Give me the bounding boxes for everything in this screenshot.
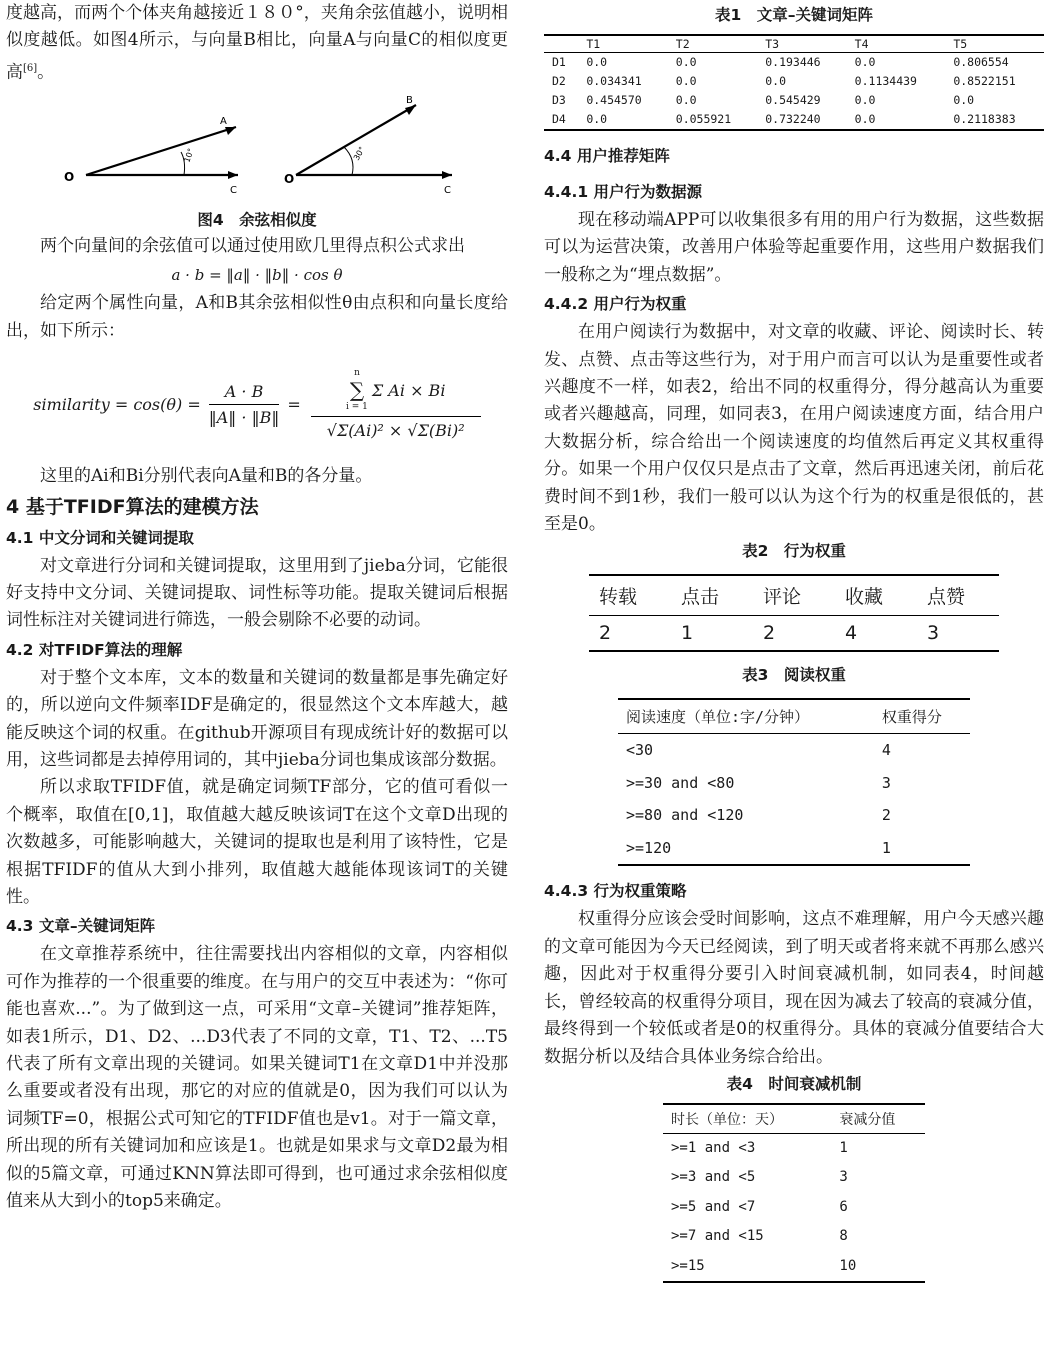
angle-label-right: 30°: [351, 145, 367, 162]
table-cell: 0.0: [578, 110, 667, 130]
formula-equals: =: [287, 394, 301, 414]
section-4-4-heading: 4.4 用户推荐矩阵: [544, 147, 670, 165]
right-column: [544, 0, 1044, 1283]
table-row: [544, 53, 1044, 73]
table-cell: 2: [753, 616, 835, 652]
table-cell: 4: [881, 741, 891, 760]
table-cell: 3: [881, 773, 891, 792]
table-cell: 0.0: [675, 93, 697, 107]
table-2-header: 点击: [671, 575, 753, 616]
table-cell: 0.0: [675, 55, 697, 69]
table-cell: >=15: [663, 1252, 831, 1283]
table-cell: D4: [544, 110, 578, 130]
section-4-4-1-heading: 4.4.1 用户行为数据源: [544, 183, 703, 201]
table-1: [544, 34, 1044, 131]
table-cell: 0.806554: [953, 55, 1009, 69]
table-cell: 0.0: [854, 93, 876, 107]
paragraph-4-2a: 对于整个文本库，文本的数量和关键词的数量都是事先确定好的，所以逆向文件频率IDF是确定的，很显然这个文本库越大，越能反映这个词的权重。在github开源项目有现成统计好的数据可以用，这些词都是去掉停用词的，其中jieba分词也集成该部分数据。: [6, 667, 508, 770]
paragraph-similarity: 给定两个属性向量，A和B其余弦相似性θ由点积和向量长度给出，如下所示：: [6, 293, 508, 341]
paragraph-4-2b: 所以求取TFIDF值，就是确定词频TF部分，它的值可看似一个概率，取值在[0,1]，取值越大越反映该词T在这个文章D出现的次数越多，可能影响越大，关键词的提取也是利用了该特性，它是根据TFIDF的值从大到小排列，取值越大越能体现该词T的关键性。: [6, 777, 508, 907]
table-cell: 0.193446: [765, 55, 821, 69]
formula-cosine-similarity: [6, 345, 508, 463]
table-cell: >=80 and <120: [626, 806, 744, 825]
label-o-right: O: [284, 171, 295, 186]
table-1-header: T1: [578, 35, 667, 53]
fraction-2-numerator: Σ Ai × Bi: [371, 380, 446, 400]
fraction-1: [209, 382, 280, 427]
vector-a-left: [86, 127, 236, 175]
table-cell: 0.1134439: [854, 74, 917, 88]
sum-upper-limit: n: [354, 368, 360, 379]
table-2-caption: 表2 行为权重: [742, 542, 846, 561]
table-row: [544, 110, 1044, 130]
table-cell: 6: [839, 1198, 848, 1215]
table-3-header: 权重得分: [874, 699, 970, 734]
table-cell: 0.8522151: [953, 74, 1016, 88]
table-4-header: 时长（单位：天）: [663, 1104, 831, 1134]
fraction-2: n ∑ i = 1 Σ Ai × Bi √Σ(Ai)² × √Σ(Bi)²: [311, 368, 481, 440]
paragraph-4-4-3: 权重得分应该会受时间影响，这点不难理解，用户今天感兴趣的文章可能因为今天已经阅读，到了明天或者将来就不再那么感兴趣，因此对于权重得分要引入时间衰减机制，如同表4，时间越长，曾经较高的权重得分项目，现在因为减去了较高的衰减分值，最终得到一个较低或者是0的权重得分。具体的衰减分值要结合大数据分析以及结合具体业务综合给出。: [544, 909, 1044, 1067]
paragraph-4-3: 在文章推荐系统中，往往需要找出内容相似的文章，内容相似可作为推荐的一个很重要的维度。在与用户的交互中表述为：“你可能也喜欢...”。为了做到这一点，可采用“文章–关键词”推荐矩阵，如表1所示，D1、D2、...D3代表了不同的文章，T1、T2、...T5代表了所有文章出现的关键词。如果关键词T1在文章D1中并没那么重要或者没有出现，那它的对应的值就是0，因为我们可以认为词频TF=0，根据公式可知它的TFIDF值也是v1。对于一篇文章，所出现的所有关键词加和应该是1。也就是如果求与文章D2最为相似的5篇文章，可通过KNN算法即可得到，也可通过求余弦相似度值来从大到小的top5来确定。: [6, 944, 508, 1212]
figure-4-caption: 图4 余弦相似度: [197, 210, 317, 229]
label-c-right: C: [444, 184, 451, 196]
table-1-caption: 表1 文章–关键词矩阵: [714, 6, 874, 24]
fraction-1-numerator: A · B: [224, 381, 264, 401]
table-2: [589, 574, 999, 652]
table-row: [618, 734, 970, 767]
angle-label-left: 10°: [182, 147, 196, 164]
table-row: [544, 91, 1044, 110]
table-cell: 2: [589, 616, 671, 652]
table-cell: 0.0: [847, 110, 946, 130]
formula-lhs: similarity = cos(θ) =: [33, 394, 201, 414]
citation-ref: [6]: [23, 62, 38, 74]
table-1-header: T5: [945, 35, 1044, 53]
table-row: [663, 1252, 925, 1283]
paragraph-cosine-intro: 度越高，而两个个体夹角越接近１８０°，夹角余弦值越小，说明相似度越低。如图4所示，与向量B相比，向量A与向量C的相似度更高[6]。: [6, 3, 508, 83]
table-row: [589, 616, 999, 652]
table-row: [663, 1163, 925, 1193]
table-cell: 10: [831, 1252, 925, 1283]
table-cell: >=7 and <15: [671, 1228, 764, 1245]
table-cell: 0.732240: [757, 110, 846, 130]
table-4-caption: 表4 时间衰减机制: [726, 1074, 862, 1093]
table-1-header: T2: [668, 35, 757, 53]
table-1-header: [544, 35, 578, 53]
table-2-header: 收藏: [835, 575, 917, 616]
table-cell: D3: [552, 93, 566, 107]
table-cell: D2: [552, 74, 566, 88]
sum-lower-limit: i = 1: [346, 402, 368, 413]
section-4-1-heading: 4.1 中文分词和关键词提取: [6, 528, 194, 547]
table-2-header: 转载: [589, 575, 671, 616]
table-cell: 0.0: [586, 55, 608, 69]
table-row: [663, 1193, 925, 1223]
table-cell: 0.0: [765, 74, 786, 88]
table-cell: 3: [839, 1169, 848, 1186]
table-cell: 1: [671, 616, 753, 652]
table-cell: 1: [839, 1139, 848, 1156]
table-2-header: 评论: [753, 575, 835, 616]
table-row: [663, 1133, 925, 1163]
figure-4: [6, 95, 508, 215]
table-cell: 0.454570: [586, 93, 642, 107]
table-cell: 3: [917, 616, 999, 652]
section-4-4-3-heading: 4.4.3 行为权重策略: [544, 882, 687, 901]
table-cell: 0.0: [675, 74, 697, 88]
label-a-left: A: [220, 115, 227, 127]
table-3: [618, 698, 970, 866]
fraction-1-denominator: ‖A‖ · ‖B‖: [208, 407, 280, 427]
table-cell: 8: [839, 1228, 848, 1245]
table-3-caption: 表3 阅读权重: [742, 666, 846, 685]
table-cell: <30: [626, 741, 654, 760]
table-1-header: T3: [757, 35, 846, 53]
table-cell: 0.545429: [765, 93, 821, 107]
label-c-left: C: [230, 184, 237, 196]
cosine-similarity-diagram: [6, 95, 508, 215]
table-cell: >=3 and <5: [671, 1169, 756, 1186]
paragraph-4-4-1: 现在移动端APP可以收集很多有用的用户行为数据，这些数据可以为运营决策，改善用户体验等起重要作用，这些用户数据我们一般称之为“埋点数据”。: [544, 210, 1044, 285]
left-column: [6, 0, 508, 1215]
table-2-header: 点赞: [917, 575, 999, 616]
table-cell: >=5 and <7: [671, 1198, 756, 1215]
paragraph-components: 这里的Ai和Bi分别代表向A量和B的各分量。: [40, 466, 373, 487]
table-cell: 0.0: [854, 55, 876, 69]
table-cell: 0.2118383: [945, 110, 1044, 130]
table-row: [544, 72, 1044, 91]
table-cell: 0.055921: [668, 110, 757, 130]
fraction-2-denominator: √Σ(Ai)² × √Σ(Bi)²: [326, 421, 465, 441]
table-row: [663, 1222, 925, 1252]
section-4-heading: 4 基于TFIDF算法的建模方法: [6, 495, 259, 518]
table-4-header: 衰减分值: [831, 1104, 925, 1134]
section-4-4-2-heading: 4.4.2 用户行为权重: [544, 295, 687, 314]
table-cell: 1: [874, 832, 970, 866]
table-row: [618, 799, 970, 832]
table-4: [663, 1103, 925, 1284]
paragraph-dot-product: 两个向量间的余弦值可以通过使用欧几里得点积公式求出: [40, 235, 465, 256]
table-cell: >=30 and <80: [626, 773, 735, 792]
table-cell: >=120: [618, 832, 874, 866]
table-row: [618, 767, 970, 800]
vector-b-right: [296, 105, 416, 175]
table-cell: >=1 and <3: [671, 1139, 756, 1156]
table-1-header: T4: [847, 35, 946, 53]
table-cell: 0.0: [953, 93, 975, 107]
section-4-2-heading: 4.2 对TFIDF算法的理解: [6, 640, 183, 659]
label-o-left: O: [64, 169, 75, 184]
paragraph-4-1: 对文章进行分词和关键词提取，这里用到了jieba分词，它能很好支持中文分词、关键词提取、词性标等功能。提取关键词后根据词性标注对关键词进行筛选，一般会剔除不必要的动词。: [6, 555, 508, 631]
section-4-3-heading: 4.3 文章–关键词矩阵: [6, 917, 156, 936]
table-3-header: 阅读速度（单位:字/分钟）: [618, 699, 874, 734]
formula-dot-product: a · b = ‖a‖ · ‖b‖ · cos θ: [171, 266, 343, 285]
table-cell: 2: [881, 806, 891, 825]
paragraph-4-4-2: 在用户阅读行为数据中，对文章的收藏、评论、阅读时长、转发、点赞、点击等这些行为，对于用户而言可以认为是重要性或者兴趣度不一样，如表2，给出不同的权重得分，得分越高认为重要或者兴趣越高，同理，如同表3，在用户阅读速度方面，结合用户大数据分析，综合给出一个阅读速度的均值然后再定义其权重得分。如果一个用户仅仅只是点击了文章，然后再迅速关闭，前后花费时间不到1秒，我们一般可以认为这个行为的权重是很低的，甚至是0。: [544, 322, 1044, 535]
label-b-right: B: [406, 94, 413, 106]
table-row: [618, 832, 970, 866]
table-cell: D1: [552, 55, 566, 69]
table-cell: 0.034341: [586, 74, 642, 88]
table-cell: 4: [835, 616, 917, 652]
